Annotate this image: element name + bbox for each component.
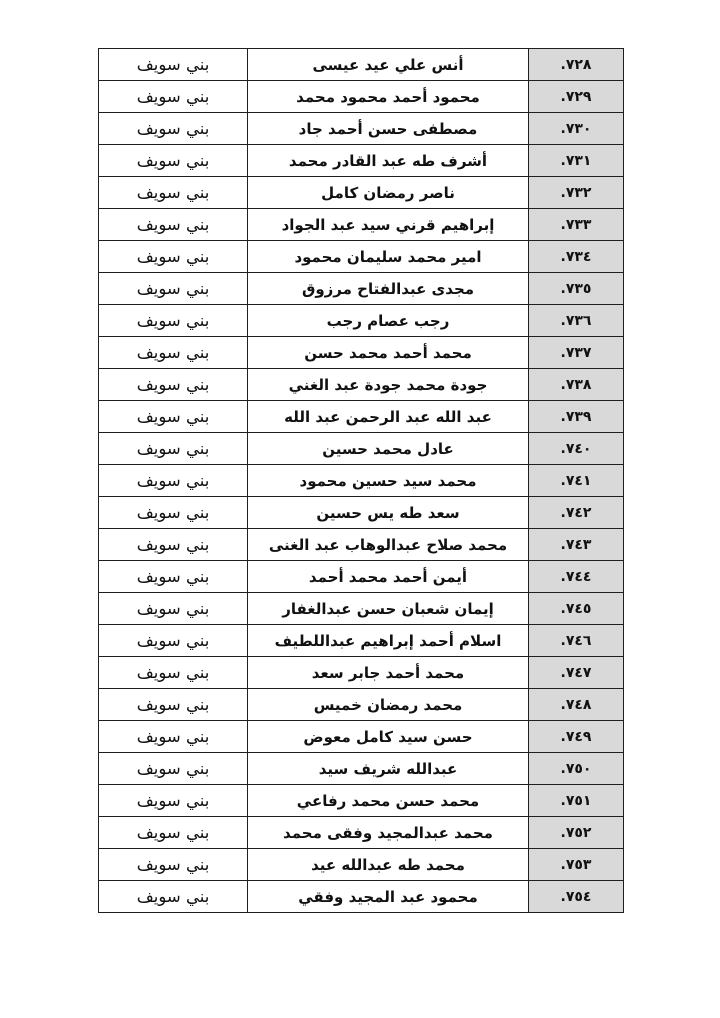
serial-number-cell: ٧٣٥. — [529, 273, 624, 305]
table-row — [99, 209, 624, 241]
table-row — [99, 529, 624, 561]
person-name-cell: محمود عبد المجيد وفقي — [248, 881, 529, 913]
governorate-cell: بني سويف — [99, 305, 248, 337]
table-row — [99, 817, 624, 849]
table-row — [99, 305, 624, 337]
serial-number-cell: ٧٣٩. — [529, 401, 624, 433]
table-row — [99, 593, 624, 625]
person-name-cell: سعد طه يس حسين — [248, 497, 529, 529]
table-row — [99, 433, 624, 465]
person-name-cell: أشرف طه عبد القادر محمد — [248, 145, 529, 177]
serial-number-cell: ٧٥٢. — [529, 817, 624, 849]
governorate-cell: بني سويف — [99, 753, 248, 785]
serial-number-cell: ٧٣٨. — [529, 369, 624, 401]
governorate-cell: بني سويف — [99, 593, 248, 625]
table-row — [99, 273, 624, 305]
table-row — [99, 497, 624, 529]
person-name-cell: اسلام أحمد إبراهيم عبداللطيف — [248, 625, 529, 657]
serial-number-cell: ٧٤٦. — [529, 625, 624, 657]
person-name-cell: محمود أحمد محمود محمد — [248, 81, 529, 113]
governorate-cell: بني سويف — [99, 497, 248, 529]
person-name-cell: امير محمد سليمان محمود — [248, 241, 529, 273]
table-row — [99, 241, 624, 273]
person-name-cell: عبدالله شريف سيد — [248, 753, 529, 785]
serial-number-cell: ٧٢٨. — [529, 49, 624, 81]
governorate-cell: بني سويف — [99, 81, 248, 113]
table-body — [99, 49, 624, 913]
governorate-cell: بني سويف — [99, 881, 248, 913]
table-row — [99, 625, 624, 657]
person-name-cell: إبراهيم قرني سيد عبد الجواد — [248, 209, 529, 241]
governorate-cell: بني سويف — [99, 625, 248, 657]
table-row — [99, 689, 624, 721]
person-name-cell: ناصر رمضان كامل — [248, 177, 529, 209]
governorate-cell: بني سويف — [99, 113, 248, 145]
governorate-cell: بني سويف — [99, 177, 248, 209]
table-row — [99, 369, 624, 401]
serial-number-cell: ٧٤٧. — [529, 657, 624, 689]
person-name-cell: محمد سيد حسين محمود — [248, 465, 529, 497]
governorate-cell: بني سويف — [99, 49, 248, 81]
serial-number-cell: ٧٥٣. — [529, 849, 624, 881]
person-name-cell: جودة محمد جودة عبد الغني — [248, 369, 529, 401]
governorate-cell: بني سويف — [99, 817, 248, 849]
person-name-cell: عبد الله عبد الرحمن عبد الله — [248, 401, 529, 433]
governorate-cell: بني سويف — [99, 337, 248, 369]
governorate-cell: بني سويف — [99, 273, 248, 305]
governorate-cell: بني سويف — [99, 401, 248, 433]
table-row — [99, 881, 624, 913]
serial-number-cell: ٧٣٠. — [529, 113, 624, 145]
table-row — [99, 465, 624, 497]
table-row — [99, 49, 624, 81]
table-row — [99, 113, 624, 145]
person-name-cell: إيمان شعبان حسن عبدالغفار — [248, 593, 529, 625]
serial-number-cell: ٧٣٢. — [529, 177, 624, 209]
table-row — [99, 753, 624, 785]
serial-number-cell: ٧٢٩. — [529, 81, 624, 113]
person-name-cell: محمد عبدالمجيد وفقى محمد — [248, 817, 529, 849]
serial-number-cell: ٧٤٣. — [529, 529, 624, 561]
person-name-cell: حسن سيد كامل معوض — [248, 721, 529, 753]
governorate-cell: بني سويف — [99, 689, 248, 721]
person-name-cell: أنس علي عيد عيسى — [248, 49, 529, 81]
person-name-cell: مجدى عبدالفتاح مرزوق — [248, 273, 529, 305]
serial-number-cell: ٧٣٦. — [529, 305, 624, 337]
governorate-cell: بني سويف — [99, 849, 248, 881]
table-row — [99, 657, 624, 689]
table-row — [99, 849, 624, 881]
person-name-cell: رجب عصام رجب — [248, 305, 529, 337]
serial-number-cell: ٧٤٤. — [529, 561, 624, 593]
governorate-cell: بني سويف — [99, 721, 248, 753]
table-row — [99, 785, 624, 817]
governorate-cell: بني سويف — [99, 657, 248, 689]
person-name-cell: محمد حسن محمد رفاعي — [248, 785, 529, 817]
serial-number-cell: ٧٤١. — [529, 465, 624, 497]
table-row — [99, 81, 624, 113]
governorate-cell: بني سويف — [99, 145, 248, 177]
serial-number-cell: ٧٥١. — [529, 785, 624, 817]
person-name-cell: محمد صلاح عبدالوهاب عبد الغنى — [248, 529, 529, 561]
governorate-cell: بني سويف — [99, 561, 248, 593]
serial-number-cell: ٧٣٣. — [529, 209, 624, 241]
person-name-cell: مصطفى حسن أحمد جاد — [248, 113, 529, 145]
governorate-cell: بني سويف — [99, 369, 248, 401]
table-row — [99, 561, 624, 593]
governorate-cell: بني سويف — [99, 433, 248, 465]
person-name-cell: محمد أحمد محمد حسن — [248, 337, 529, 369]
person-name-cell: محمد أحمد جابر سعد — [248, 657, 529, 689]
serial-number-cell: ٧٣١. — [529, 145, 624, 177]
table-row — [99, 145, 624, 177]
person-name-cell: عادل محمد حسين — [248, 433, 529, 465]
governorate-cell: بني سويف — [99, 785, 248, 817]
serial-number-cell: ٧٤٥. — [529, 593, 624, 625]
serial-number-cell: ٧٥٠. — [529, 753, 624, 785]
serial-number-cell: ٧٤٨. — [529, 689, 624, 721]
names-list-table — [98, 48, 624, 913]
serial-number-cell: ٧٣٤. — [529, 241, 624, 273]
governorate-cell: بني سويف — [99, 465, 248, 497]
serial-number-cell: ٧٤٢. — [529, 497, 624, 529]
table-row — [99, 721, 624, 753]
person-name-cell: محمد رمضان خميس — [248, 689, 529, 721]
serial-number-cell: ٧٥٤. — [529, 881, 624, 913]
serial-number-cell: ٧٤٩. — [529, 721, 624, 753]
governorate-cell: بني سويف — [99, 209, 248, 241]
governorate-cell: بني سويف — [99, 529, 248, 561]
person-name-cell: أيمن أحمد محمد أحمد — [248, 561, 529, 593]
serial-number-cell: ٧٤٠. — [529, 433, 624, 465]
table-row — [99, 337, 624, 369]
table-row — [99, 177, 624, 209]
serial-number-cell: ٧٣٧. — [529, 337, 624, 369]
person-name-cell: محمد طه عبدالله عيد — [248, 849, 529, 881]
governorate-cell: بني سويف — [99, 241, 248, 273]
table-row — [99, 401, 624, 433]
